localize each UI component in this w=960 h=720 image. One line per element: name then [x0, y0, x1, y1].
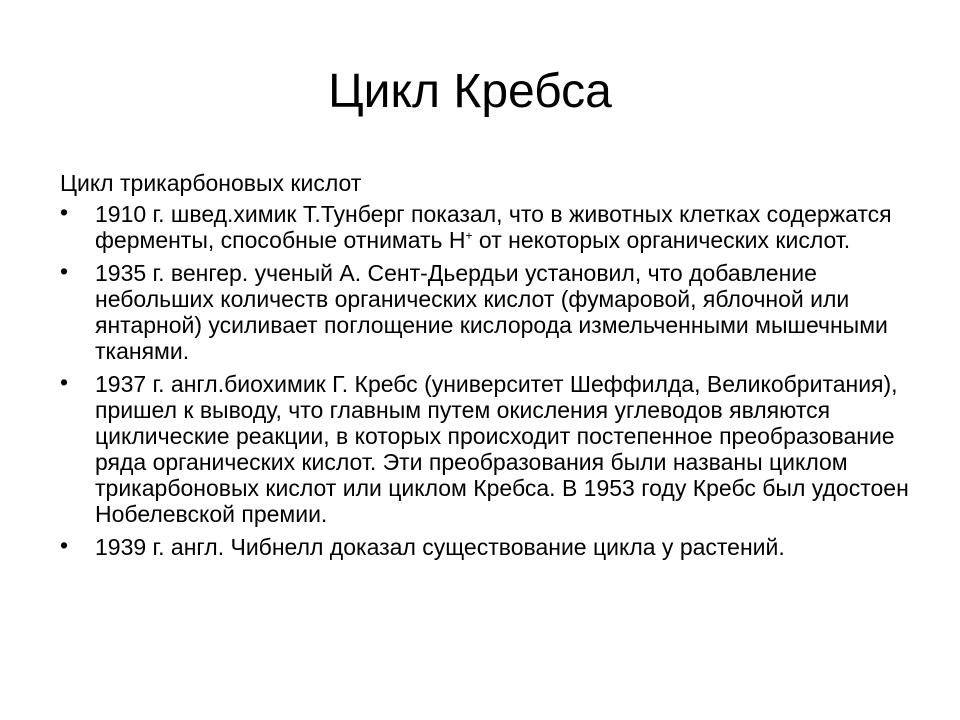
bullet-text: 1939 г. англ. Чибнелл доказал существование цикла у растений.	[95, 534, 785, 560]
bullet-list	[60, 201, 910, 560]
bullet-text: 1935 г. венгер. ученый А. Сент-Дьердьи установил, что добавление небольших количеств органических кислот (фумаровой, яблочной или янтарной) усиливает поглощение кислорода измельченными мышечными тканями.	[95, 260, 888, 364]
bullet-icon: •	[60, 258, 69, 284]
bullet-icon: •	[60, 369, 69, 395]
bullet-text-part: 1910 г. швед.химик Т.Тунберг показал, что в животных клетках содержатся ферменты, способные отнимать Н	[95, 201, 892, 253]
superscript-plus: +	[465, 228, 473, 243]
bullet-text: 1937 г. англ.биохимик Г. Кребс (университет Шеффилда, Великобритания), пришел к выводу, что главным путем окисления углеводов являются циклические реакции, в которых происходит постепенное преобразование ряда органических кислот. Эти преобразования были названы циклом трикарбоновых кислот или циклом Кребса. В 1953 году Кребс был удостоен Нобелевской премии.	[95, 371, 909, 527]
slide-body	[60, 170, 910, 567]
bullet-icon: •	[60, 532, 69, 558]
bullet-item	[60, 534, 910, 560]
bullet-item	[60, 201, 910, 253]
slide-title: Цикл Кребса	[328, 65, 612, 118]
bullet-item	[60, 371, 910, 527]
bullet-item	[60, 260, 910, 364]
bullet-text-part: от некоторых органических кислот.	[472, 227, 851, 253]
bullet-icon: •	[60, 199, 69, 225]
slide-subtitle: Цикл трикарбоновых кислот	[60, 170, 362, 196]
